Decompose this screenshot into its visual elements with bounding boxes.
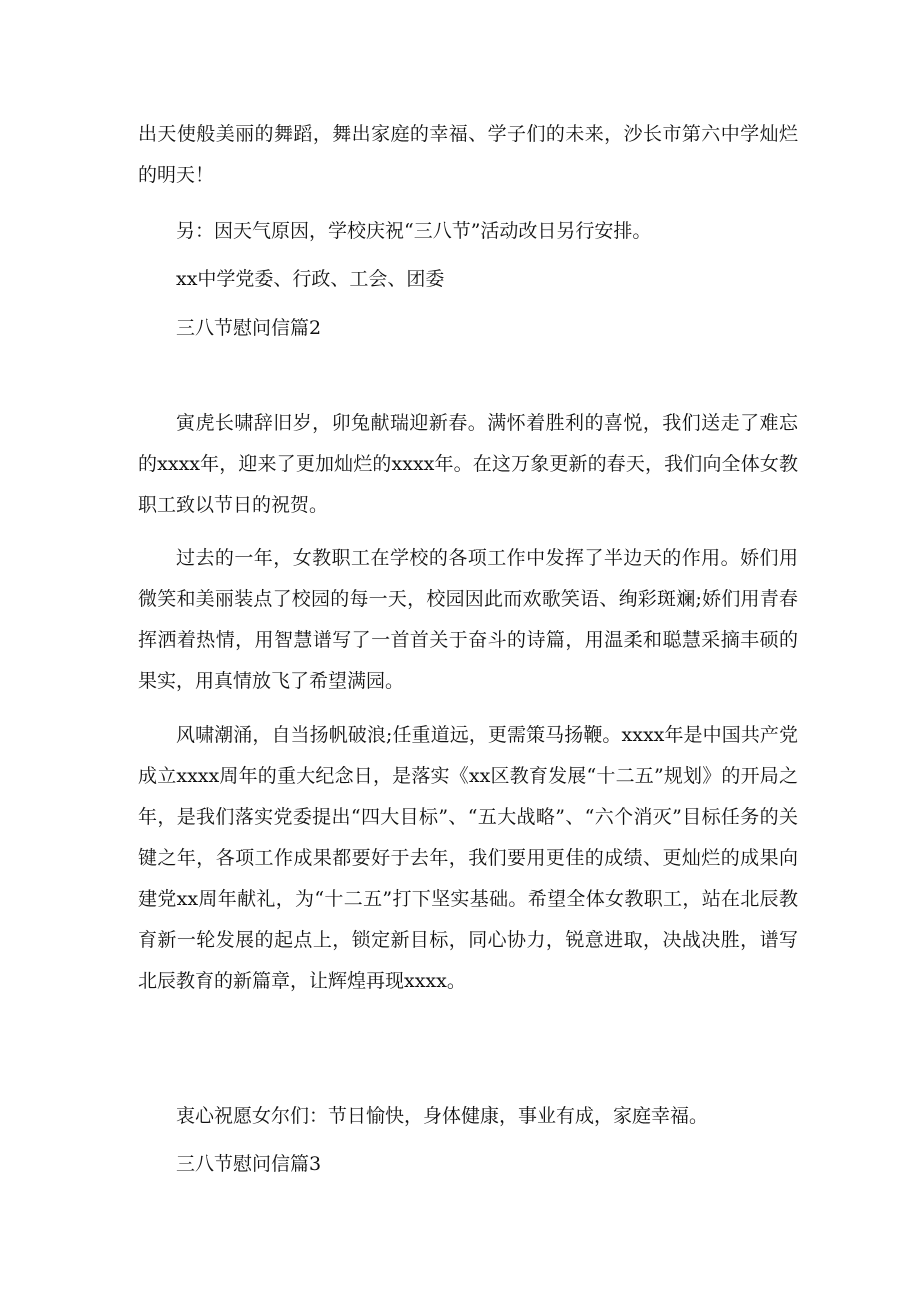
- paragraph-continuation: 出天使般美丽的舞蹈，舞出家庭的幸福、学子们的未来，沙长市第六中学灿烂的明天！: [138, 123, 798, 186]
- paragraph-notice: 另：因天气原因，学校庆祝“三八节”活动改日另行安排。: [176, 220, 652, 242]
- paragraph-new-year: 寅虎长啸辞旧岁，卯兔献瑞迎新春。满怀着胜利的喜悦，我们送走了难忘的xxxx年，迎来了更加灿烂的xxxx年。在这万象更新的春天，我们向全体女教职工致以节日的祝贺。: [138, 412, 798, 516]
- paragraph-past-year: 过去的一年，女教职工在学校的各项工作中发挥了半边天的作用。娇们用微笑和美丽装点了校园的每一天，校园因此而欢歌笑语、绚彩斑斓;娇们用青春挥洒着热情，用智慧谱写了一首首关于奋斗的诗篇，用温柔和聪慧采摘丰硕的果实，用真情放飞了希望满园。: [138, 547, 798, 692]
- section-heading-2: 三八节慰问信篇2: [176, 317, 322, 339]
- signature-line: xx中学党委、行政、工会、团委: [176, 268, 445, 290]
- section-heading-3: 三八节慰问信篇3: [176, 1153, 322, 1175]
- paragraph-wishes: 衷心祝愿女尔们：节日愉快，身体健康，事业有成，家庭幸福。: [176, 1105, 709, 1127]
- paragraph-goals: 风啸潮涌，自当扬帆破浪;任重道远，更需策马扬鞭。xxxx年是中国共产党成立xxxx周年的重大纪念日，是落实《xx区教育发展“十二五”规划》的开局之年，是我们落实党委提出“四大目标”、“五大战略”、“六个消灭”目标任务的关键之年，各项工作成果都要好于去年，我们要用更佳的成绩、更灿烂的成果向建党xx周年献礼，为“十二五”打下坚实基础。希望全体女教职工，站在北辰教育新一轮发展的起点上，锁定新目标，同心协力，锐意进取，决战决胜，谱写北辰教育的新篇章，让辉煌再现xxxx。: [138, 724, 798, 992]
